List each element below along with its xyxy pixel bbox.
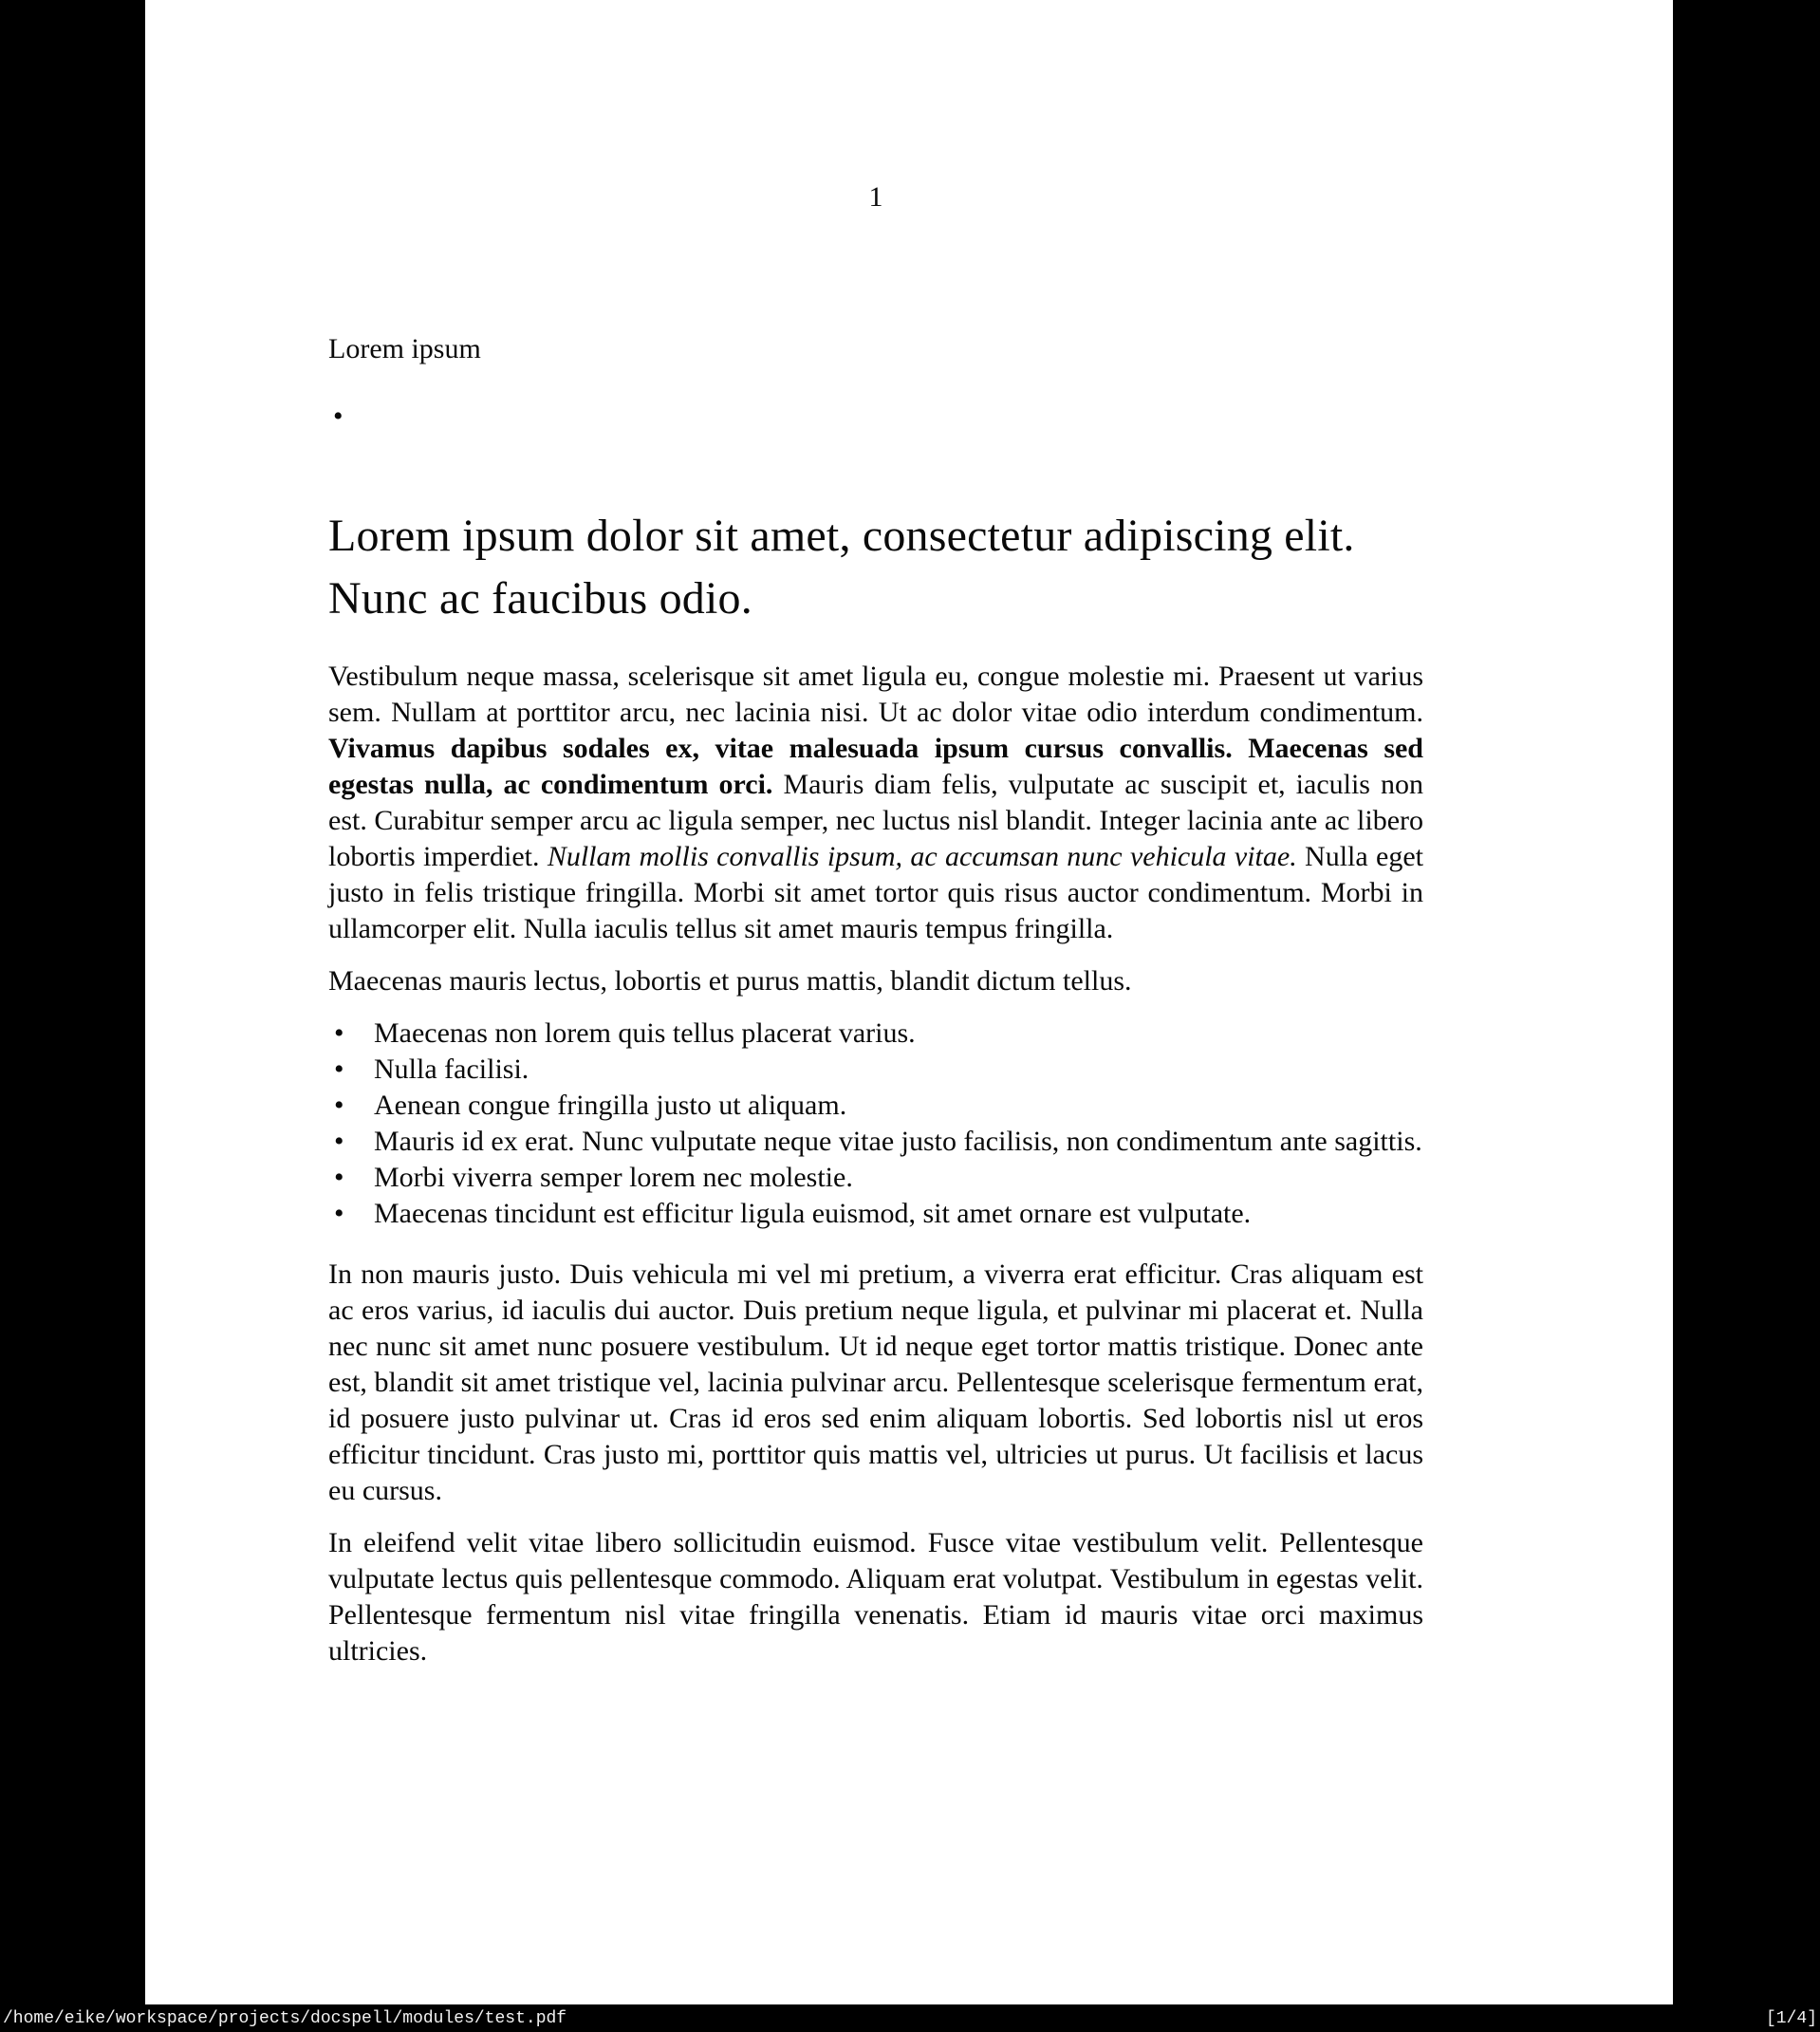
- bullet-list: [328, 1016, 1423, 1232]
- list-item-text: Maecenas tincidunt est efficitur ligula euismod, sit amet ornare est vulputate.: [374, 1198, 1252, 1229]
- document-page-canvas[interactable]: [145, 0, 1673, 2004]
- bullet-icon: •: [334, 1162, 344, 1193]
- list-item-text: Morbi viverra semper lorem nec molestie.: [374, 1162, 853, 1193]
- list-item-text: Mauris id ex erat. Nunc vulputate neque vitae justo facilisis, non condimentum ante sagittis.: [374, 1126, 1422, 1157]
- list-item-text: Nulla facilisi.: [374, 1053, 529, 1085]
- paragraph-4: In eleifend velit vitae libero sollicitudin euismod. Fusce vitae vestibulum velit. Pellentesque vulputate lectus quis pellentesque commodo. Aliquam erat volutpat. Vestibulum in egestas velit. Pellentesque fermentum nisl vitae fringilla venenatis. Etiam id mauris vitae orci maximus ultricies.: [328, 1527, 1423, 1667]
- list-item: [328, 1124, 1423, 1160]
- list-item-text: Maecenas non lorem quis tellus placerat varius.: [374, 1017, 916, 1049]
- paragraph-1-text: Mauris diam felis, vulputate ac suscipit et, iaculis non est. Curabitur semper arcu ac ligula semper, nec luctus nisl blandit. Integer lacinia ante ac libero lobortis imperdiet.: [328, 769, 1423, 872]
- intro-text: Lorem ipsum: [328, 333, 481, 364]
- paragraph-1-bold-text: Vivamus dapibus sodales ex, vitae malesuada ipsum cursus convallis. Maecenas sed egestas nulla, ac condimentum orci.: [328, 733, 1423, 800]
- list-item: [328, 1016, 1423, 1052]
- list-item-text: Aenean congue fringilla justo ut aliquam.: [374, 1090, 847, 1121]
- paragraph-2: Maecenas mauris lectus, lobortis et purus mattis, blandit dictum tellus.: [328, 965, 1132, 997]
- list-item: [328, 1052, 1423, 1088]
- paragraph-1-text: Vestibulum neque massa, scelerisque sit amet ligula eu, congue molestie mi. Praesent ut varius sem. Nullam at porttitor arcu, nec lacinia nisi. Ut ac dolor vitae odio interdum condimentum.: [328, 661, 1423, 728]
- paragraph-1-italic-text: Nullam mollis convallis ipsum, ac accumsan nunc vehicula vitae.: [547, 841, 1297, 872]
- list-item: [328, 1196, 1423, 1232]
- bullet-icon: •: [334, 1090, 344, 1121]
- statusbar: [0, 2005, 1820, 2032]
- statusbar-page-indicator: [1/4]: [1765, 2009, 1817, 2028]
- bullet-icon: •: [334, 1053, 344, 1085]
- paragraph-1-text: Nulla eget justo in felis tristique fringilla. Morbi sit amet tortor quis risus auctor condimentum. Morbi in ullamcorper elit. Nulla iaculis tellus sit amet mauris tempus fringilla.: [328, 841, 1423, 944]
- page-number: 1: [868, 181, 883, 213]
- statusbar-file-path: /home/eike/workspace/projects/docspell/modules/test.pdf: [3, 2009, 567, 2028]
- list-item: [328, 1088, 1423, 1124]
- document-body: [328, 659, 1423, 1686]
- bullet-icon: •: [334, 1126, 344, 1157]
- bullet-icon: •: [334, 1198, 344, 1229]
- section-heading: Lorem ipsum dolor sit amet, consectetur adipiscing elit. Nunc ac faucibus odio.: [328, 511, 1355, 625]
- paragraph-1: [328, 659, 1423, 947]
- empty-list-bullet-icon: •: [333, 401, 344, 432]
- bullet-icon: •: [334, 1017, 344, 1049]
- paragraph-3: In non mauris justo. Duis vehicula mi vel mi pretium, a viverra erat efficitur. Cras aliquam est ac eros varius, id iaculis dui auctor. Duis pretium neque ligula, et pulvinar mi placerat et. Nulla nec nunc sit amet nunc posuere vestibulum. Ut id neque eget tortor mattis tristique. Donec ante est, blandit sit amet tristique vel, lacinia pulvinar arcu. Pellentesque scelerisque fermentum erat, id posuere justo pulvinar ut. Cras id eros sed enim aliquam lobortis. Sed lobortis nisl ut eros efficitur tincidunt. Cras justo mi, porttitor quis mattis vel, ultricies ut purus. Ut facilisis et lacus eu cursus.: [328, 1258, 1423, 1506]
- list-item: [328, 1160, 1423, 1196]
